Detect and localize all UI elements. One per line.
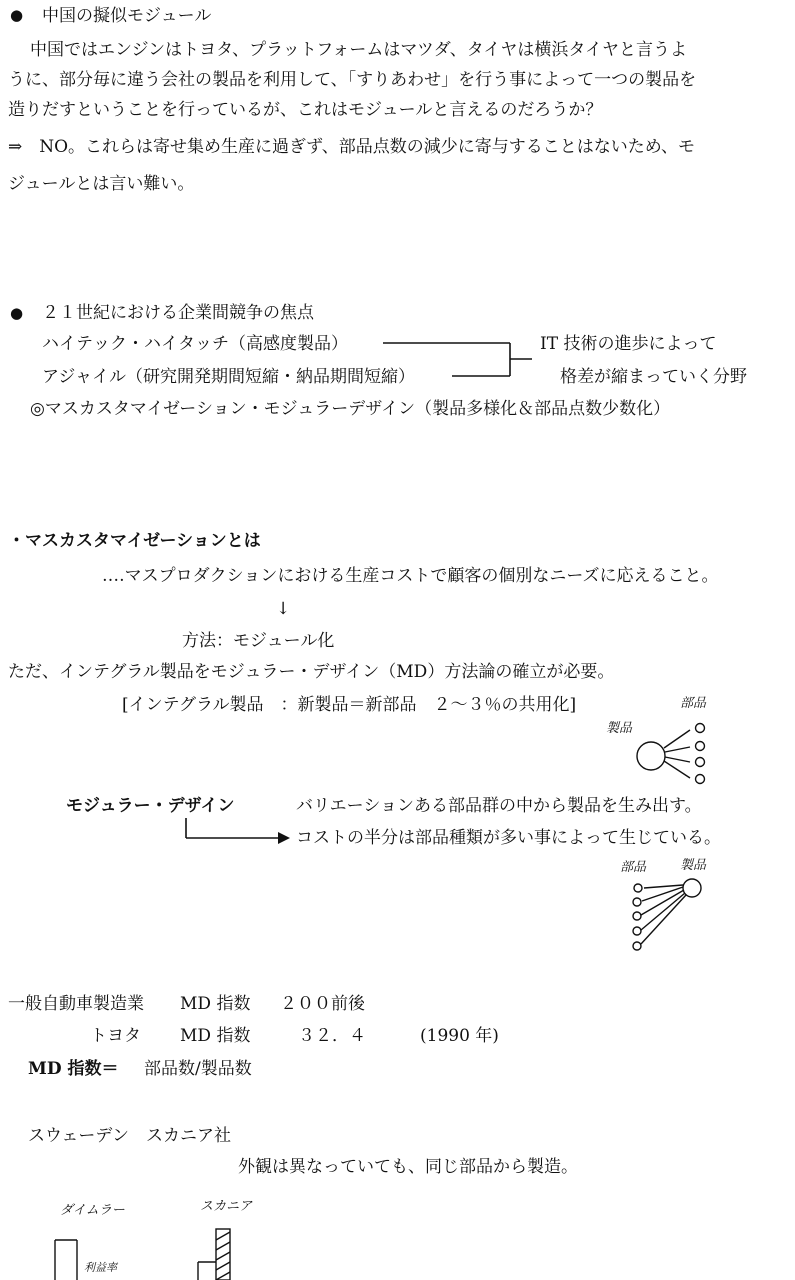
general-auto-metric: MD 指数 bbox=[180, 994, 251, 1014]
sketch1-part-circle bbox=[696, 742, 705, 751]
focus-item-hightech: ハイテック・ハイタッチ（高感度製品） bbox=[42, 334, 348, 354]
focus-item-agile: アジャイル（研究開発期間短縮・納品期間短縮） bbox=[42, 367, 415, 387]
sketch2-part-circle bbox=[634, 884, 642, 892]
method-text: 方法：モジュール化 bbox=[182, 631, 335, 651]
sketch2-part-circle bbox=[633, 927, 641, 935]
md-formula-value: 部品数/製品数 bbox=[144, 1059, 252, 1079]
sketch1-product-circle bbox=[637, 742, 665, 770]
section1-para-line-1: 中国ではエンジンはトヨタ、プラットフォームはマツダ、タイヤは横浜タイヤと言うよ bbox=[30, 40, 688, 60]
scania-company: スウェーデン スカニア社 bbox=[28, 1126, 231, 1146]
md-requirement-text: ただ、インテグラル製品をモジュラー・デザイン（MD）方法論の確立が必要。 bbox=[8, 662, 615, 682]
md-arrow-head bbox=[278, 832, 290, 844]
sketch2-part-circle bbox=[633, 912, 641, 920]
sketch2-part-circle bbox=[633, 898, 641, 906]
sketch2-part-circle bbox=[633, 942, 641, 950]
section1-answer-line-2: ジュールとは言い難い。 bbox=[8, 174, 195, 194]
section1-answer-line-1: ⇒ NO。これらは寄せ集め生産に過ぎず、部品点数の減少に寄与することはないため、モ bbox=[8, 137, 696, 157]
toyota-label: トヨタ bbox=[90, 1026, 141, 1046]
sketch2-label-product: 製品 bbox=[680, 858, 707, 873]
mass-customization-definition: ‥‥マスプロダクションにおける生産コストで顧客の個別なニーズに応えること。 bbox=[102, 566, 719, 586]
section1-heading: 中国の擬似モジュール bbox=[42, 6, 212, 26]
general-auto-value: ２００前後 bbox=[280, 994, 365, 1014]
focus-result-line-2: 格差が縮まっていく分野 bbox=[560, 367, 747, 387]
sketch3-label-daimler: ダイムラー bbox=[60, 1203, 125, 1218]
toyota-metric: MD 指数 bbox=[180, 1026, 251, 1046]
focus-conclusion: ◎マスカスタマイゼーション・モジュラーデザイン（製品多様化＆部品点数少数化） bbox=[30, 399, 671, 419]
focus-result-line-1: IT 技術の進歩によって bbox=[540, 334, 717, 354]
section1-bullet: ● bbox=[10, 6, 24, 24]
md-description-1: バリエーションある部品群の中から製品を生み出す。 bbox=[296, 796, 702, 816]
toyota-year: (1990 年) bbox=[420, 1026, 499, 1046]
sketch1-part-circle bbox=[696, 724, 705, 733]
md-formula-label: MD 指数＝ bbox=[28, 1059, 119, 1079]
sketch1-label-parts: 部品 bbox=[680, 696, 707, 711]
sketch2-label-parts: 部品 bbox=[620, 860, 647, 875]
integral-product-note: [インテグラル製品 ：新製品＝新部品 ２～３％の共用化] bbox=[122, 695, 577, 715]
sketch1-part-circle bbox=[696, 758, 705, 767]
sketch3-label-scania: スカニア bbox=[200, 1199, 253, 1214]
sketch3-label-profit: 利益率 bbox=[84, 1261, 117, 1274]
section2-heading: ２１世紀における企業間競争の焦点 bbox=[42, 303, 314, 323]
sketch2-product-circle bbox=[683, 879, 701, 897]
section1-para-line-2: うに、部分毎に違う会社の製品を利用して、「すりあわせ」を行う事によって一つの製品を bbox=[8, 70, 697, 90]
sketch-product-to-parts bbox=[637, 724, 705, 784]
section3-heading: ・マスカスタマイゼーションとは bbox=[8, 531, 261, 551]
sketch1-part-circle bbox=[696, 775, 705, 784]
section1-para-line-3: 造りだすということを行っているが、これはモジュールと言えるのだろうか？ bbox=[8, 100, 603, 120]
section2-bullet: ● bbox=[10, 304, 24, 322]
sketch-bars bbox=[55, 1229, 230, 1280]
md-description-2: コストの半分は部品種類が多い事によって生じている。 bbox=[296, 828, 721, 848]
sketch-parts-to-product bbox=[633, 879, 701, 950]
toyota-value: ３２．４ bbox=[298, 1026, 366, 1046]
sketch1-label-product: 製品 bbox=[606, 721, 633, 736]
scania-note: 外観は異なっていても、同じ部品から製造。 bbox=[238, 1157, 578, 1177]
md-term: モジュラー・デザイン bbox=[66, 796, 235, 816]
down-arrow: ↓ bbox=[276, 599, 291, 619]
general-auto-label: 一般自動車製造業 bbox=[8, 994, 144, 1014]
